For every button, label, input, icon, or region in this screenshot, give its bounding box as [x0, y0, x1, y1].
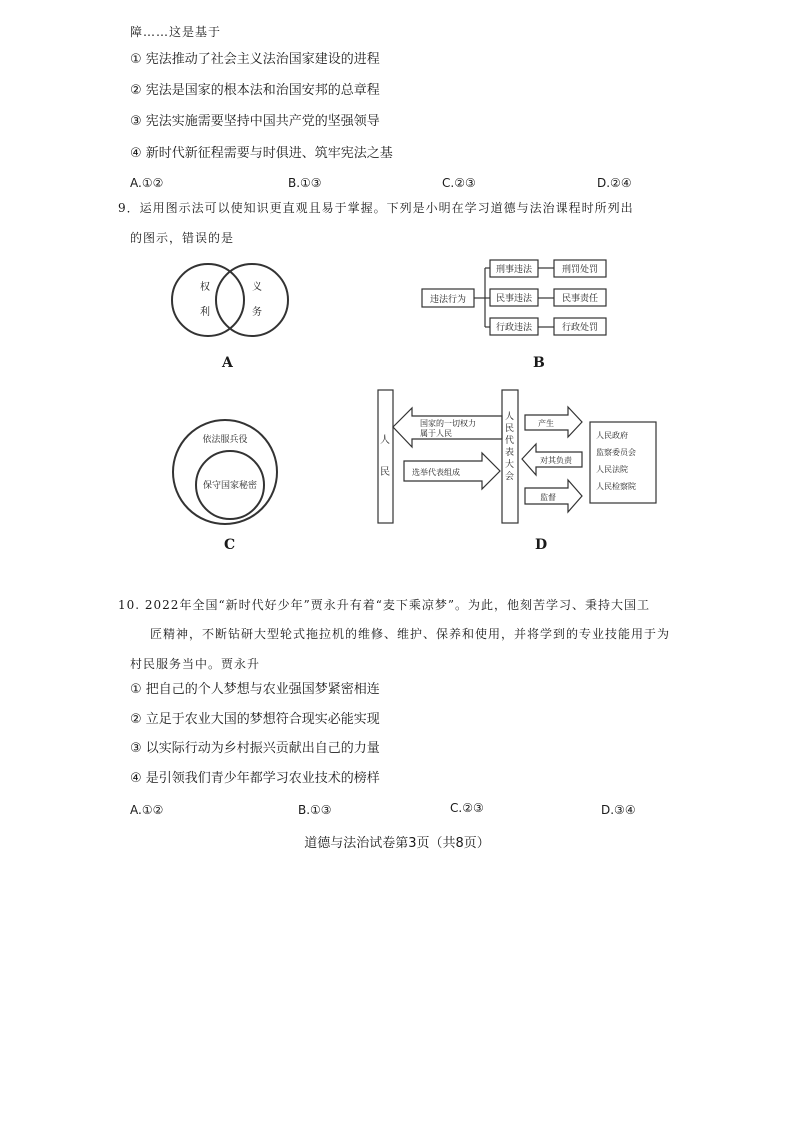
label-responsible: 对其负责	[540, 456, 572, 465]
figure-a-caption: A	[222, 355, 233, 371]
q10-option-1: ① 把自己的个人梦想与农业强国梦紧密相连	[130, 682, 380, 697]
q10-stem-line-3: 村民服务当中。贾永升	[130, 657, 261, 671]
circle-duties	[216, 264, 288, 336]
label-organ-court: 人民法院	[596, 465, 628, 474]
duties-char-2: 务	[252, 307, 262, 318]
q8-option-1: ① 宪法推动了社会主义法治国家建设的进程	[130, 52, 380, 67]
q8-choice-b: B.①③	[288, 176, 322, 190]
rights-char-2: 利	[200, 307, 210, 318]
label-organ-supervisory: 监察委员会	[596, 448, 636, 457]
label-administrative: 行政违法	[495, 323, 533, 333]
rights-char-1: 权	[200, 282, 210, 293]
q10-option-4: ④ 是引领我们青少年都学习农业技术的榜样	[130, 771, 380, 786]
label-power-line-2: 属于人民	[420, 429, 452, 438]
label-civil: 民事违法	[495, 294, 533, 304]
svg-text:民: 民	[505, 424, 515, 434]
congress-vertical-label	[505, 410, 514, 482]
q10-choice-c: C.②③	[450, 801, 484, 815]
circle-rights	[172, 264, 244, 336]
figure-b-caption: B	[533, 355, 545, 371]
figure-d-caption: D	[535, 537, 548, 553]
label-organ-government: 人民政府	[596, 431, 628, 440]
label-admin-penalty: 行政处罚	[561, 323, 599, 333]
label-criminal-penalty: 刑罚处罚	[561, 265, 599, 275]
duties-char-1: 义	[252, 282, 262, 293]
svg-text:代: 代	[505, 436, 515, 446]
svg-text:人: 人	[505, 412, 515, 422]
q10-choice-b: B.①③	[298, 803, 332, 817]
q8-tail-text: 障……这是基于	[130, 25, 222, 39]
q10-stem-line-2: 匠精神，不断钻研大型轮式拖拉机的维修、维护、保养和使用，并将学到的专业技能用于为	[150, 627, 671, 641]
label-military-service: 依法服兵役	[202, 435, 248, 445]
q8-choice-a: A.①②	[130, 176, 164, 190]
label-organ-procuratorate: 人民检察院	[596, 482, 636, 491]
q8-option-3: ③ 宪法实施需要坚持中国共产党的坚强领导	[130, 114, 380, 129]
figure-b-tree	[415, 255, 620, 345]
label-civil-liability: 民事责任	[561, 294, 599, 304]
figure-c-caption: C	[224, 537, 236, 553]
q8-option-4: ④ 新时代新征程需要与时俱进、筑牢宪法之基	[130, 146, 393, 161]
figure-a-venn	[160, 255, 300, 345]
q8-option-2: ② 宪法是国家的根本法和治国安邦的总章程	[130, 83, 380, 98]
q10-option-3: ③ 以实际行动为乡村振兴贡献出自己的力量	[130, 741, 380, 756]
bar-people	[378, 390, 393, 523]
q10-option-2: ② 立足于农业大国的梦想符合现实必能实现	[130, 712, 380, 727]
label-produce: 产生	[538, 419, 554, 428]
figure-d-system	[370, 385, 670, 530]
q10-choice-d: D.③④	[601, 803, 636, 817]
q8-choice-d: D.②④	[597, 176, 632, 190]
page-footer: 道德与法治试卷第3页（共8页）	[304, 836, 490, 851]
figure-c-nested	[170, 415, 280, 530]
label-supervise: 监督	[540, 493, 556, 502]
svg-text:会: 会	[505, 472, 515, 482]
people-char-1: 人	[380, 435, 390, 446]
svg-text:表: 表	[505, 448, 515, 458]
q10-choice-a: A.①②	[130, 803, 164, 817]
q10-stem-line-1: 10. 2022年全国“新时代好少年”贾永升有着“麦下乘凉梦”。为此，他刻苦学习、秉持大国工	[118, 598, 650, 612]
q9-stem-line-1: 9．运用图示法可以使知识更直观且易于掌握。下列是小明在学习道德与法治课程时所列出	[118, 201, 634, 215]
svg-text:大: 大	[505, 460, 515, 470]
label-criminal: 刑事违法	[495, 265, 533, 275]
label-power-line-1: 国家的一切权力	[420, 419, 476, 428]
label-state-secrets: 保守国家秘密	[202, 481, 258, 491]
label-illegal-act: 违法行为	[429, 295, 467, 305]
label-elect: 选举代表组成	[412, 468, 460, 477]
people-char-2: 民	[380, 467, 390, 478]
q8-choice-c: C.②③	[442, 176, 476, 190]
q9-stem-line-2: 的图示，错误的是	[130, 231, 235, 245]
